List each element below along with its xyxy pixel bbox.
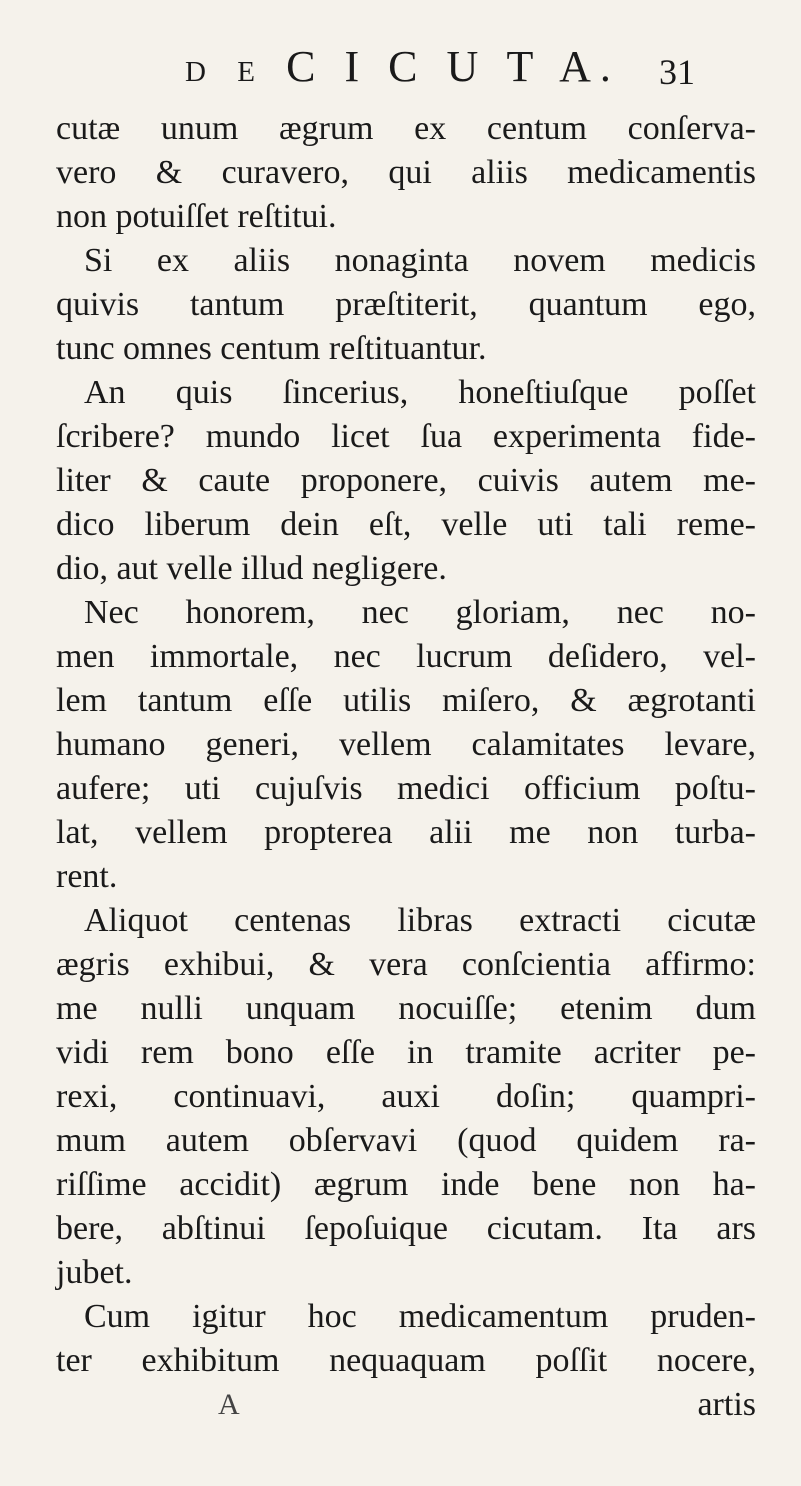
text-line: mum autem obſervavi (quod quidem ra- — [56, 1122, 756, 1159]
text-line: men immortale, nec lucrum deſidero, vel- — [56, 638, 756, 675]
running-head-de: D E — [185, 56, 287, 88]
signature-mark: A — [218, 1388, 240, 1421]
text-line: Si ex aliis nonaginta novem medicis — [84, 242, 756, 279]
text-line: ter exhibitum nequaquam poſſit nocere, — [56, 1342, 756, 1379]
body-text — [56, 107, 756, 1427]
text-line: lem tantum eſſe utilis miſero, & ægrotanti — [56, 682, 756, 719]
text-line: aufere; uti cujuſvis medici officium poſtu- — [56, 770, 756, 807]
text-line: rexi, continuavi, auxi doſin; quampri- — [56, 1078, 756, 1115]
text-line: cutæ unum ægrum ex centum conſerva- — [56, 110, 756, 147]
running-head-title — [185, 42, 620, 97]
text-line: jubet. — [56, 1254, 133, 1291]
page-number: 31 — [659, 52, 695, 92]
text-line: ægris exhibui, & vera conſcientia affirmo: — [56, 946, 756, 983]
text-line: quivis tantum præſtiterit, quantum ego, — [56, 286, 756, 323]
text-line: Cum igitur hoc medicamentum pruden- — [84, 1298, 756, 1335]
text-line: bere, abſtinui ſepoſuique cicutam. Ita ars — [56, 1210, 756, 1247]
text-line: ſcribere? mundo licet ſua experimenta fide- — [56, 418, 756, 455]
text-line: artis — [697, 1386, 756, 1423]
text-line: tunc omnes centum reſtituantur. — [56, 330, 487, 367]
text-line: lat, vellem propterea alii me non turba- — [56, 814, 756, 851]
text-line: riſſime accidit) ægrum inde bene non ha- — [56, 1166, 756, 1203]
text-line: non potuiſſet reſtitui. — [56, 198, 337, 235]
text-line: vidi rem bono eſſe in tramite acriter pe- — [56, 1034, 756, 1071]
text-line: An quis ſincerius, honeſtiuſque poſſet — [84, 374, 756, 411]
text-line: rent. — [56, 858, 118, 895]
text-line: vero & curavero, qui aliis medicamentis — [56, 154, 756, 191]
text-line: liter & caute proponere, cuivis autem me- — [56, 462, 756, 499]
running-head — [185, 42, 705, 92]
text-line: humano generi, vellem calamitates levare, — [56, 726, 756, 763]
text-line: dio, aut velle illud negligere. — [56, 550, 447, 587]
text-line: dico liberum dein eſt, velle uti tali reme- — [56, 506, 756, 543]
text-line: Aliquot centenas libras extracti cicutæ — [84, 902, 756, 939]
running-head-cicuta: C I C U T A. — [286, 42, 620, 91]
text-line: me nulli unquam nocuiſſe; etenim dum — [56, 990, 756, 1027]
text-line: Nec honorem, nec gloriam, nec no- — [84, 594, 756, 631]
